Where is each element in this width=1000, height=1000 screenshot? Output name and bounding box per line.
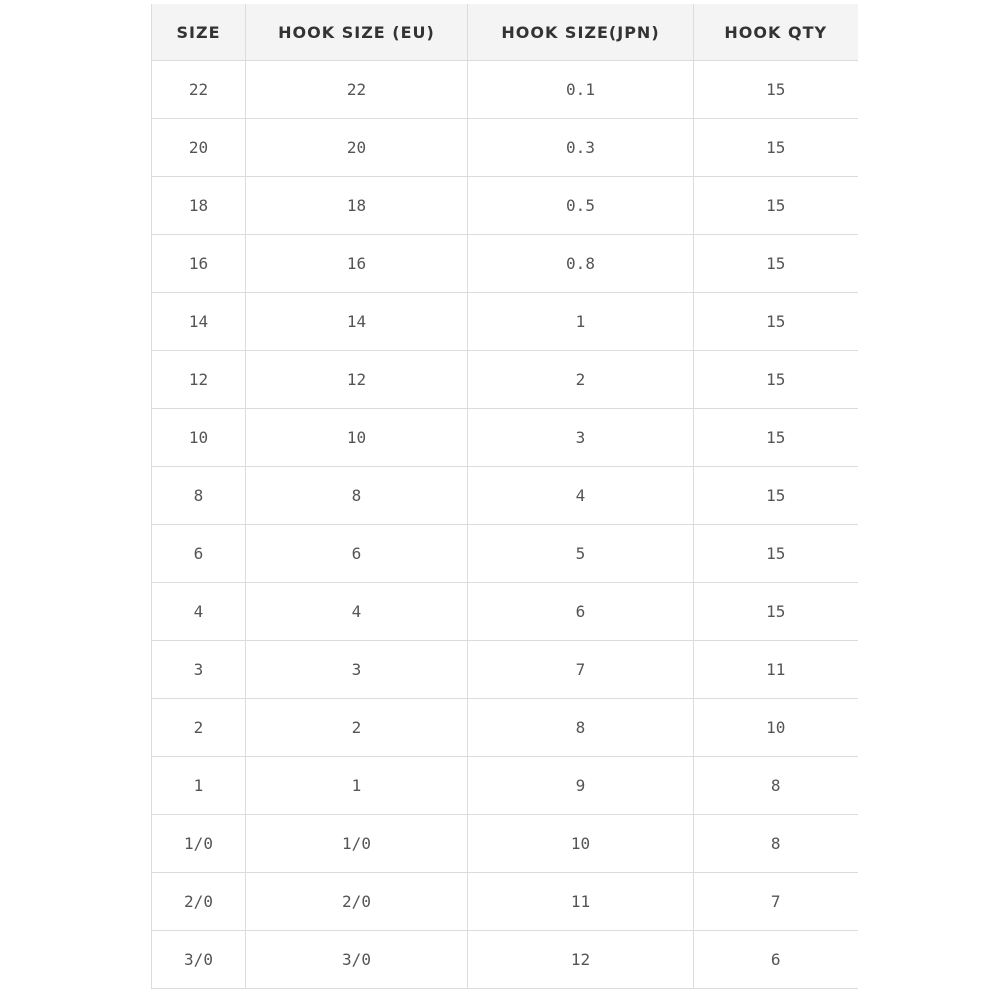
table-body: [152, 61, 858, 989]
table-row: [152, 293, 858, 351]
cell-hook-size-jpn: 0.3: [468, 119, 694, 177]
cell-hook-size-eu: 4: [246, 583, 468, 641]
cell-hook-size-eu: 16: [246, 235, 468, 293]
cell-hook-qty: 8: [694, 815, 858, 873]
cell-hook-qty: 10: [694, 699, 858, 757]
cell-hook-size-eu: 1/0: [246, 815, 468, 873]
table-row: [152, 61, 858, 119]
cell-hook-size-eu: 6: [246, 525, 468, 583]
cell-hook-size-jpn: 0.8: [468, 235, 694, 293]
cell-hook-size-eu: 18: [246, 177, 468, 235]
cell-hook-size-jpn: 9: [468, 757, 694, 815]
cell-hook-size-jpn: 0.5: [468, 177, 694, 235]
table-row: [152, 931, 858, 989]
cell-size: 2: [152, 699, 246, 757]
table-row: [152, 177, 858, 235]
header-hook-size-jpn: HOOK SIZE(JPN): [468, 4, 694, 61]
header-hook-size-eu: HOOK SIZE (EU): [246, 4, 468, 61]
cell-size: 3/0: [152, 931, 246, 989]
cell-hook-qty: 15: [694, 409, 858, 467]
cell-hook-size-jpn: 8: [468, 699, 694, 757]
cell-hook-size-eu: 22: [246, 61, 468, 119]
cell-hook-size-jpn: 11: [468, 873, 694, 931]
cell-size: 3: [152, 641, 246, 699]
cell-hook-size-eu: 3/0: [246, 931, 468, 989]
header-hook-qty: HOOK QTY: [694, 4, 858, 61]
cell-hook-qty: 15: [694, 61, 858, 119]
table-row: [152, 119, 858, 177]
cell-hook-size-jpn: 4: [468, 467, 694, 525]
cell-size: 16: [152, 235, 246, 293]
cell-hook-size-eu: 12: [246, 351, 468, 409]
cell-hook-size-eu: 3: [246, 641, 468, 699]
table-row: [152, 235, 858, 293]
cell-hook-qty: 15: [694, 235, 858, 293]
cell-hook-size-jpn: 10: [468, 815, 694, 873]
table-row: [152, 409, 858, 467]
table-row: [152, 757, 858, 815]
cell-hook-qty: 11: [694, 641, 858, 699]
table-row: [152, 583, 858, 641]
table-row: [152, 699, 858, 757]
table-row: [152, 815, 858, 873]
cell-size: 22: [152, 61, 246, 119]
cell-hook-qty: 15: [694, 351, 858, 409]
cell-hook-size-eu: 2: [246, 699, 468, 757]
cell-hook-qty: 6: [694, 931, 858, 989]
cell-hook-qty: 8: [694, 757, 858, 815]
cell-size: 10: [152, 409, 246, 467]
cell-hook-size-eu: 14: [246, 293, 468, 351]
cell-hook-size-jpn: 2: [468, 351, 694, 409]
cell-hook-size-jpn: 6: [468, 583, 694, 641]
cell-hook-size-eu: 10: [246, 409, 468, 467]
table-row: [152, 351, 858, 409]
cell-size: 2/0: [152, 873, 246, 931]
cell-size: 4: [152, 583, 246, 641]
cell-hook-qty: 15: [694, 525, 858, 583]
cell-hook-qty: 7: [694, 873, 858, 931]
cell-size: 1/0: [152, 815, 246, 873]
cell-hook-size-jpn: 3: [468, 409, 694, 467]
cell-hook-size-eu: 20: [246, 119, 468, 177]
cell-size: 12: [152, 351, 246, 409]
table-row: [152, 525, 858, 583]
header-size: SIZE: [152, 4, 246, 61]
hook-size-table: [151, 4, 858, 989]
cell-hook-size-eu: 8: [246, 467, 468, 525]
cell-hook-size-jpn: 0.1: [468, 61, 694, 119]
table-header-row: [152, 4, 858, 61]
cell-hook-qty: 15: [694, 177, 858, 235]
cell-hook-size-jpn: 1: [468, 293, 694, 351]
cell-hook-size-eu: 1: [246, 757, 468, 815]
cell-size: 6: [152, 525, 246, 583]
cell-hook-size-jpn: 5: [468, 525, 694, 583]
cell-hook-size-jpn: 12: [468, 931, 694, 989]
table-row: [152, 467, 858, 525]
cell-hook-qty: 15: [694, 467, 858, 525]
cell-hook-qty: 15: [694, 583, 858, 641]
table-row: [152, 873, 858, 931]
cell-hook-size-eu: 2/0: [246, 873, 468, 931]
cell-hook-qty: 15: [694, 293, 858, 351]
cell-hook-size-jpn: 7: [468, 641, 694, 699]
cell-size: 1: [152, 757, 246, 815]
cell-size: 20: [152, 119, 246, 177]
cell-size: 18: [152, 177, 246, 235]
cell-hook-qty: 15: [694, 119, 858, 177]
table-row: [152, 641, 858, 699]
cell-size: 8: [152, 467, 246, 525]
cell-size: 14: [152, 293, 246, 351]
hook-size-table-container: [151, 4, 857, 989]
